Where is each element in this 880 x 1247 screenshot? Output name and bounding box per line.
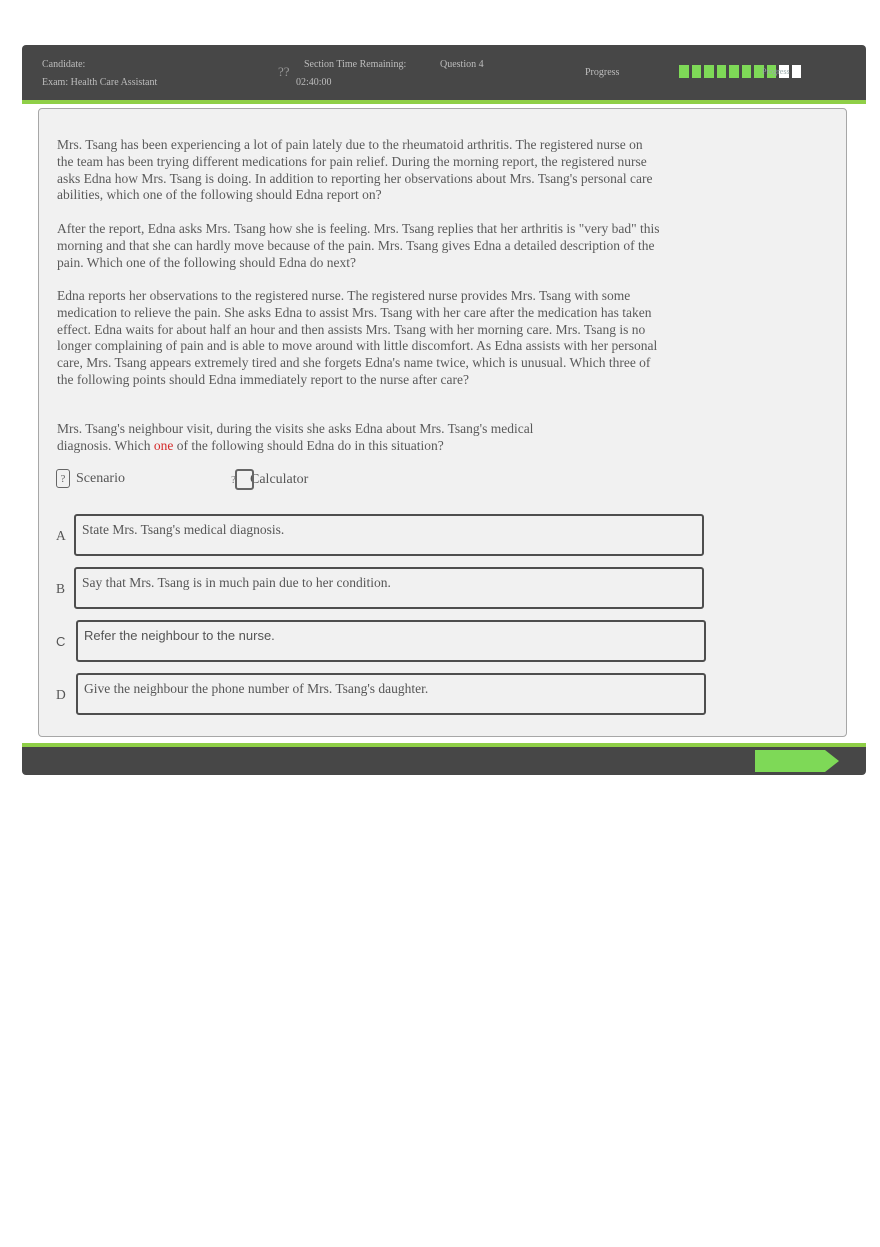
option-box[interactable] [76, 620, 706, 662]
section-time-value: 02:40:00 [296, 77, 332, 88]
exam-footer [22, 747, 866, 775]
progress-overlay-label: Progress [762, 67, 790, 76]
question-panel [38, 108, 847, 737]
progress-segment-complete [717, 65, 727, 78]
next-button[interactable] [755, 750, 839, 772]
progress-segment-complete [729, 65, 739, 78]
calculator-icon-glyph: ? [231, 474, 236, 486]
option-letter: B [56, 581, 66, 596]
option-letter: C [56, 634, 66, 649]
question-stem [57, 421, 577, 455]
option-text: State Mrs. Tsang's medical diagnosis. [82, 522, 285, 537]
progress-label: Progress [585, 67, 620, 78]
option-letter: A [56, 528, 66, 543]
progress-segment-complete [704, 65, 714, 78]
question-stem-before: Mrs. Tsang's neighbour visit, during the visits she asks Edna about Mrs. Tsang's medical diagnosis. Which [57, 421, 534, 453]
calculator-button-label: Calculator [250, 471, 309, 487]
scenario-paragraph-2: After the report, Edna asks Mrs. Tsang how she is feeling. Mrs. Tsang replies that her arthritis is "very bad" this morning and that she can hardly move because of the pain. Mrs. Tsang gives Edna a detailed description of the pain. Which one of the following should Edna do next? [57, 221, 660, 270]
next-arrow-icon [755, 750, 839, 772]
progress-segment-complete [692, 65, 702, 78]
option-text: Refer the neighbour to the nurse. [84, 628, 275, 643]
help-icon: ? [56, 469, 70, 488]
answer-option-a[interactable] [39, 514, 739, 558]
option-box[interactable] [76, 673, 706, 715]
answer-option-c[interactable] [39, 620, 739, 664]
header-accent-stripe [22, 100, 866, 104]
scenario-button-label: Scenario [76, 470, 125, 486]
option-text: Say that Mrs. Tsang is in much pain due to her condition. [82, 575, 391, 590]
answer-option-d[interactable] [39, 673, 739, 717]
progress-segment-complete [742, 65, 752, 78]
option-letter: D [56, 687, 66, 702]
question-stem-after: of the following should Edna do in this situation? [173, 437, 444, 453]
exam-header [22, 45, 866, 100]
scenario-paragraph-1: Mrs. Tsang has been experiencing a lot of pain lately due to the rheumatoid arthritis. The registered nurse on the team has been trying different medications for pain relief. During the morning report, the registered nurse asks Edna how Mrs. Tsang is doing. In addition to reporting her observations about Mrs. Tsang's personal care abilities, which one of the following should Edna report on? [57, 137, 653, 203]
option-box[interactable] [74, 567, 704, 609]
scenario-paragraph-3: Edna reports her observations to the registered nurse. The registered nurse provides Mrs. Tsang with some medication to relieve the pain. She asks Edna to assist Mrs. Tsang with her care after the medication has taken effect. Edna waits for about half an hour and then assists Mrs. Tsang with her morning care. Mrs. Tsang is no longer complaining of pain and is able to move around with little discomfort. As Edna assists with her personal care, Mrs. Tsang appears extremely tired and she forgets Edna's name twice, which is unusual. Which three of the following points should Edna immediately report to the nurse after care? [57, 288, 658, 387]
scenario-button[interactable] [56, 469, 125, 488]
option-box[interactable] [74, 514, 704, 556]
question-number: Question 4 [440, 59, 484, 70]
section-time-label: Section Time Remaining: [304, 59, 407, 70]
calculator-icon [231, 469, 254, 490]
option-text: Give the neighbour the phone number of Mrs. Tsang's daughter. [84, 681, 429, 696]
candidate-label: Candidate: [42, 59, 86, 70]
calculator-button[interactable] [231, 469, 309, 490]
answer-option-b[interactable] [39, 567, 739, 611]
help-icon[interactable]: ?? [278, 64, 290, 79]
exam-label: Exam: Health Care Assistant [42, 77, 158, 88]
progress-segment-complete [679, 65, 689, 78]
question-stem-highlight: one [153, 437, 174, 453]
progress-segment-remaining [792, 65, 802, 78]
